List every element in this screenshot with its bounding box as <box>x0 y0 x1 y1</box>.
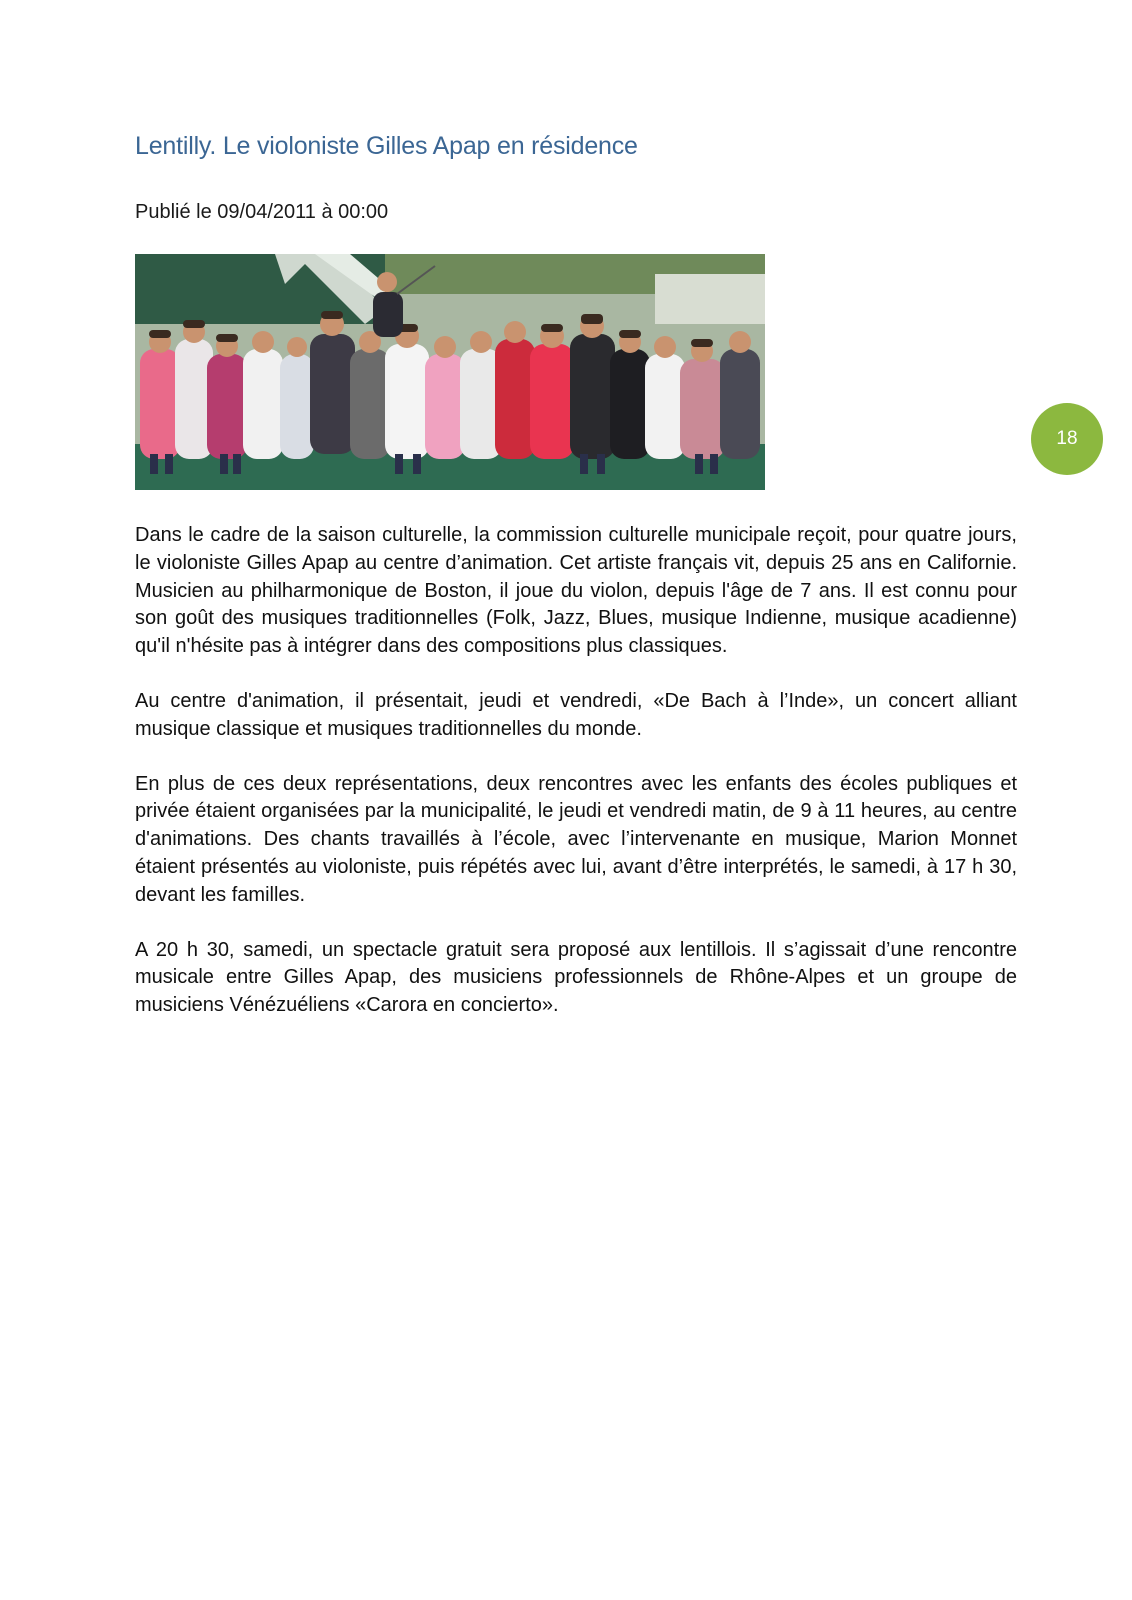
article-paragraph: Au centre d'animation, il présentait, jeudi et vendredi, «De Bach à l’Inde», un concert alliant musique classique et musiques traditionnelles du monde. <box>135 689 1017 740</box>
article-paragraph: A 20 h 30, samedi, un spectacle gratuit sera proposé aux lentillois. Il s’agissait d’une rencontre musicale entre Gilles Apap, des musiciens professionnels de Rhône-Alpes et un groupe de musiciens Vénézuéliens «Carora en concierto». <box>135 938 1017 1017</box>
page-number-badge: 18 <box>1031 403 1103 475</box>
publication-date: Publié le 09/04/2011 à 00:00 <box>135 201 389 223</box>
group-photo-image <box>135 254 765 490</box>
article-paragraph: Dans le cadre de la saison culturelle, la commission culturelle municipale reçoit, pour quatre jours, le violoniste Gilles Apap au centre d’animation. Cet artiste français vit, depuis 25 ans en Californie. Musicien au philharmonique de Boston, il joue du violon, depuis l'âge de 7 ans. Il est connu pour son goût des musiques traditionnelles (Folk, Jazz, Blues, musique Indienne, musique acadienne) qu'il n'hésite pas à intégrer dans des compositions plus classiques. <box>135 524 1017 658</box>
article-title: Lentilly. Le violoniste Gilles Apap en résidence <box>135 132 638 160</box>
article-body <box>135 522 1017 1047</box>
group-photo <box>135 254 765 490</box>
article-paragraph: En plus de ces deux représentations, deux rencontres avec les enfants des écoles publiques et privée étaient organisées par la municipalité, le jeudi et vendredi matin, de 9 à 11 heures, au centre d'animations. Des chants travaillés à l’école, avec l’intervenante en musique, Marion Monnet étaient présentés au violoniste, puis répétés avec lui, avant d’être interprétés, le samedi, à 17 h 30, devant les familles. <box>135 772 1017 906</box>
